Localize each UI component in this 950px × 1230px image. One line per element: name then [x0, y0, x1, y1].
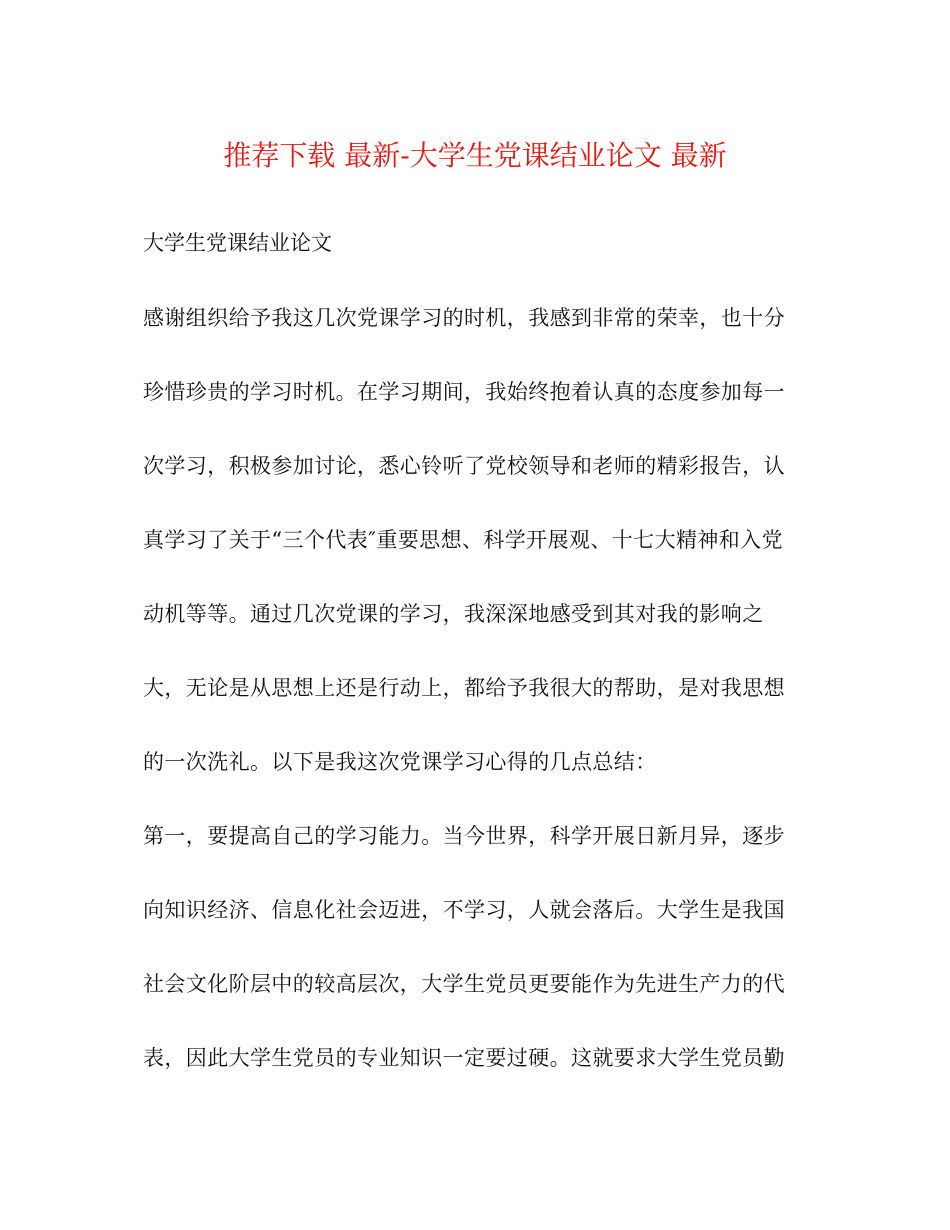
document-title: 推荐下载 最新-大学生党课结业论文 最新 [223, 139, 727, 172]
body-line: 大，无论是从思想上还是行动上，都给予我很大的帮助，是对我思想 [143, 676, 785, 700]
body-line: 感谢组织给予我这几次党课学习的时机，我感到非常的荣幸，也十分 [143, 306, 785, 330]
body-line: 第一，要提高自己的学习能力。当今世界，科学开展日新月异，逐步 [143, 824, 785, 848]
body-line: 真学习了关于“三个代表″重要思想、科学开展观、十七大精神和入党 [143, 528, 783, 552]
body-line: 动机等等。通过几次党课的学习，我深深地感受到其对我的影响之 [143, 602, 764, 626]
body-line: 的一次洗礼。以下是我这次党课学习心得的几点总结： [143, 750, 657, 774]
body-line: 珍惜珍贵的学习时机。在学习期间，我始终抱着认真的态度参加每一 [143, 380, 785, 404]
document-subtitle: 大学生党课结业论文 [143, 231, 332, 255]
body-line: 向知识经济、信息化社会迈进，不学习，人就会落后。大学生是我国 [143, 898, 785, 922]
body-line: 社会文化阶层中的较高层次，大学生党员更要能作为先进生产力的代 [143, 972, 785, 996]
body-line: 表，因此大学生党员的专业知识一定要过硬。这就要求大学生党员勤 [143, 1046, 785, 1070]
body-line: 次学习，积极参加讨论，悉心铃听了党校领导和老师的精彩报告，认 [143, 454, 785, 478]
